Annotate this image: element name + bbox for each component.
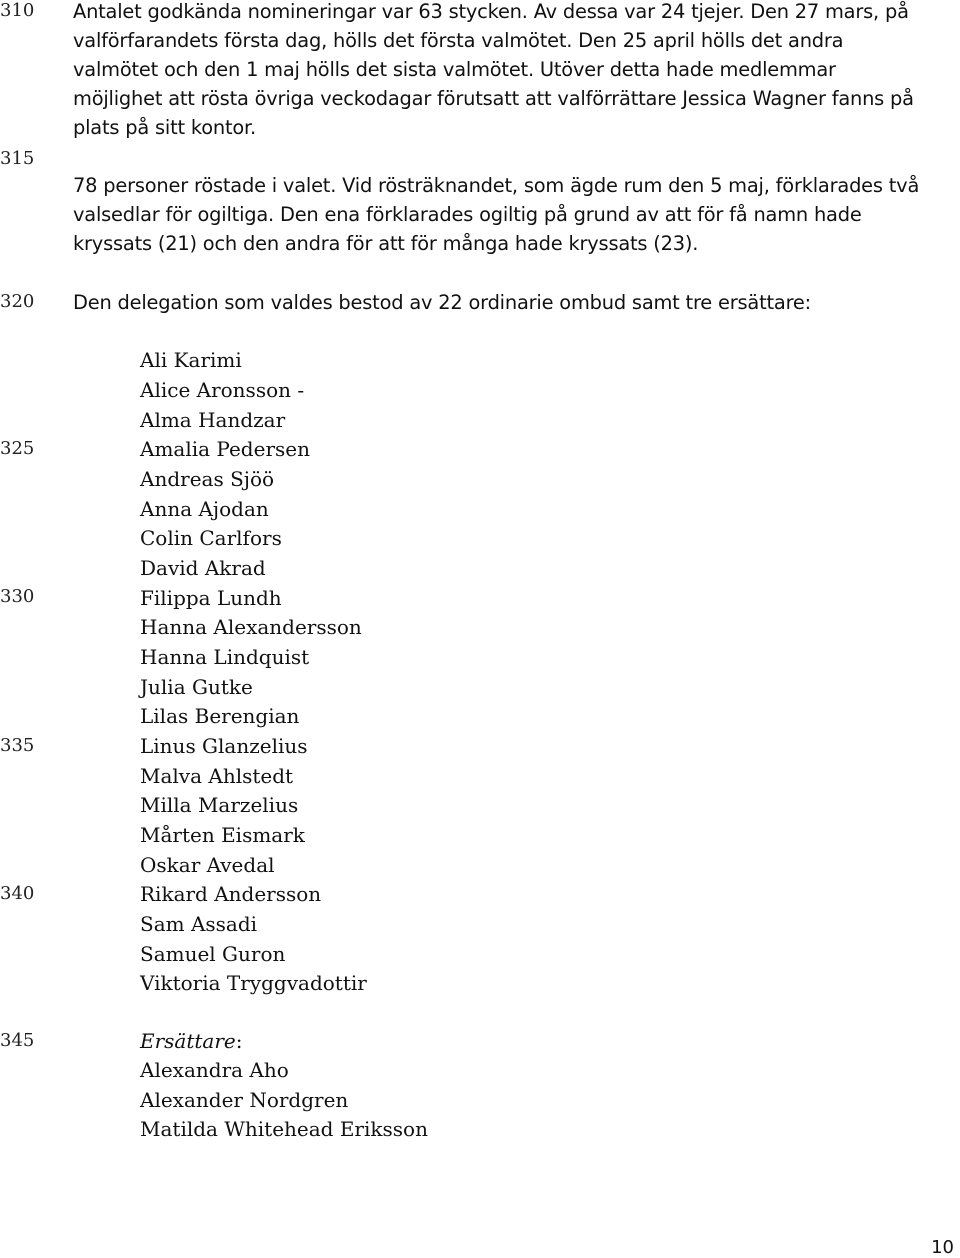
delegate-name: Julia Gutke	[140, 675, 253, 699]
paragraph-line: valsedlar för ogiltiga. Den ena förklarades ogiltig på grund av att för få namn hade	[73, 203, 862, 226]
page-number: 10	[931, 1237, 954, 1258]
delegate-name: Alice Aronsson -	[140, 378, 305, 402]
line-number-315: 315	[0, 148, 35, 169]
paragraph-line: valmötet och den 1 maj hölls det sista valmötet. Utöver detta hade medlemmar	[73, 58, 836, 81]
delegate-name: Ali Karimi	[140, 348, 242, 372]
paragraph-line: kryssats (21) och den andra för att för många hade kryssats (23).	[73, 232, 699, 255]
delegate-name: Linus Glanzelius	[140, 734, 308, 758]
delegate-name: Alma Handzar	[140, 408, 286, 432]
delegate-name: Amalia Pedersen	[140, 437, 310, 461]
line-number-325: 325	[0, 438, 35, 459]
delegate-name: Malva Ahlstedt	[140, 764, 294, 788]
delegate-name: Milla Marzelius	[140, 793, 299, 817]
paragraph-line: Antalet godkända nomineringar var 63 stycken. Av dessa var 24 tjejer. Den 27 mars, på	[73, 0, 909, 23]
substitute-name: Alexandra Aho	[140, 1058, 289, 1082]
delegate-name: Sam Assadi	[140, 912, 258, 936]
delegate-name: Viktoria Tryggvadottir	[140, 971, 367, 995]
line-number-335: 335	[0, 735, 35, 756]
delegate-name: Mårten Eismark	[140, 823, 305, 847]
delegate-name: Colin Carlfors	[140, 526, 282, 550]
paragraph-line: plats på sitt kontor.	[73, 116, 256, 139]
delegate-name: Hanna Lindquist	[140, 645, 310, 669]
substitute-name: Alexander Nordgren	[140, 1088, 349, 1112]
delegate-name: Lilas Berengian	[140, 704, 300, 728]
substitutes-heading-label: Ersättare	[140, 1029, 236, 1053]
delegate-name: Andreas Sjöö	[140, 467, 275, 491]
delegate-name: David Akrad	[140, 556, 266, 580]
substitutes-heading-colon: :	[235, 1029, 243, 1053]
delegate-name: Samuel Guron	[140, 942, 286, 966]
delegate-name: Hanna Alexandersson	[140, 615, 362, 639]
delegate-name: Oskar Avedal	[140, 853, 275, 877]
substitute-name: Matilda Whitehead Eriksson	[140, 1117, 428, 1141]
delegate-name: Rikard Andersson	[140, 882, 322, 906]
line-number-320: 320	[0, 291, 35, 312]
paragraph-line: valförfarandets första dag, hölls det första valmötet. Den 25 april hölls det andra	[73, 29, 844, 52]
paragraph-line: möjlighet att rösta övriga veckodagar förutsatt att valförrättare Jessica Wagner fanns på	[73, 87, 914, 110]
line-number-345: 345	[0, 1030, 35, 1051]
line-number-330: 330	[0, 586, 35, 607]
line-number-340: 340	[0, 883, 35, 904]
delegate-name: Anna Ajodan	[140, 497, 269, 521]
paragraph-line: 78 personer röstade i valet. Vid rösträknandet, som ägde rum den 5 maj, förklarades två	[73, 174, 920, 197]
line-number-310: 310	[0, 0, 35, 21]
substitutes-heading	[140, 1029, 243, 1053]
delegate-name: Filippa Lundh	[140, 586, 282, 610]
paragraph-delegation-intro: Den delegation som valdes bestod av 22 ordinarie ombud samt tre ersättare:	[73, 291, 811, 314]
